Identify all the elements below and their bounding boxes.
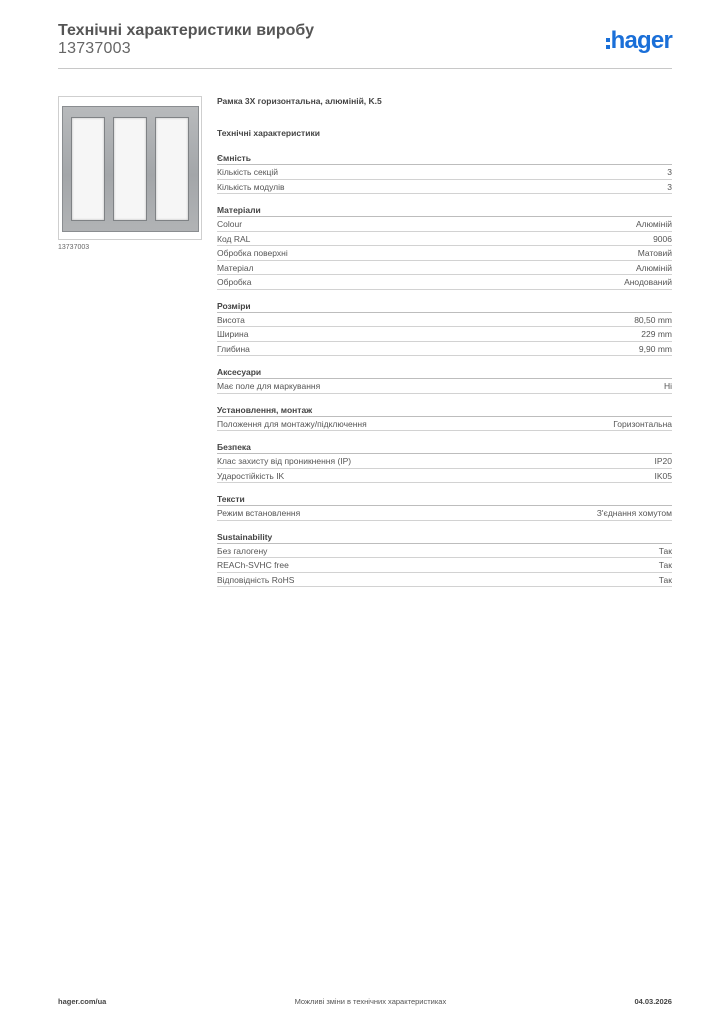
frame-window <box>113 117 147 221</box>
spec-row <box>217 232 672 247</box>
spec-section <box>217 153 672 194</box>
frame-plate-illustration <box>62 106 199 232</box>
spec-row <box>217 313 672 328</box>
hager-logo[interactable] <box>606 28 672 54</box>
spec-row <box>217 246 672 261</box>
spec-row <box>217 506 672 521</box>
spec-label: Ударостійкість IK <box>217 470 285 481</box>
spec-value: 3 <box>667 181 672 192</box>
spec-value: IK05 <box>654 470 672 481</box>
spec-value: Ні <box>663 381 672 391</box>
spec-label: Код RAL <box>217 233 251 244</box>
spec-content <box>217 96 672 587</box>
spec-row <box>217 261 672 276</box>
spec-row <box>217 573 672 588</box>
section-title: Установлення, монтаж <box>217 405 672 417</box>
spec-value: Алюміній <box>636 262 672 273</box>
spec-value: 9006 <box>653 233 672 244</box>
spec-label: Обробка поверхні <box>217 248 288 258</box>
spec-section <box>217 442 672 483</box>
image-caption: 13737003 <box>58 244 90 251</box>
spec-row <box>217 275 672 290</box>
spec-row <box>217 180 672 195</box>
spec-value: Так <box>658 560 672 570</box>
spec-row <box>217 165 672 180</box>
spec-label: Глибина <box>217 343 250 354</box>
spec-value: Так <box>658 574 672 585</box>
spec-value: Горизонтальна <box>613 418 672 429</box>
spec-row <box>217 469 672 484</box>
spec-row <box>217 217 672 232</box>
spec-sections <box>217 153 672 587</box>
spec-value: Так <box>658 545 672 556</box>
spec-row <box>217 454 672 469</box>
spec-section <box>217 532 672 588</box>
spec-value: 9,90 mm <box>638 343 672 354</box>
section-title: Ємність <box>217 153 672 165</box>
spec-row <box>217 558 672 573</box>
spec-label: Режим встановлення <box>217 508 301 518</box>
spec-row <box>217 327 672 342</box>
frame-window <box>155 117 189 221</box>
spec-label: Без галогену <box>217 545 268 556</box>
page-header <box>58 22 672 70</box>
header-divider <box>58 68 672 69</box>
footer-website-link[interactable]: hager.com/ua <box>58 997 107 1006</box>
spec-section <box>217 494 672 521</box>
spec-label: Має поле для маркування <box>217 381 321 391</box>
spec-value: IP20 <box>654 456 672 466</box>
spec-section <box>217 205 672 290</box>
page-footer <box>58 997 672 1006</box>
footer-date: 04.03.2026 <box>634 997 672 1006</box>
spec-label: Висота <box>217 314 245 325</box>
logo-text: hager <box>610 27 672 54</box>
logo-dots-icon <box>606 38 610 49</box>
spec-row <box>217 379 672 394</box>
section-title: Аксесуари <box>217 367 672 379</box>
section-title: Розміри <box>217 301 672 313</box>
section-title: Sustainability <box>217 532 672 544</box>
spec-label: Ширина <box>217 329 249 339</box>
spec-label: Відповідність RoHS <box>217 574 295 585</box>
spec-label: Обробка <box>217 277 252 287</box>
spec-value: Алюміній <box>636 219 672 229</box>
spec-label: Матеріал <box>217 262 254 273</box>
footer-disclaimer: Можливі зміни в технічних характеристиках <box>294 997 447 1006</box>
frame-window <box>71 117 105 221</box>
article-number: 13737003 <box>58 40 131 57</box>
spec-label: Кількість модулів <box>217 181 285 192</box>
spec-row <box>217 544 672 559</box>
spec-label: REACh-SVHC free <box>217 560 289 570</box>
spec-section <box>217 367 672 394</box>
spec-label: Клас захисту від проникнення (IP) <box>217 456 352 466</box>
spec-section <box>217 405 672 432</box>
page-title: Технічні характеристики виробу <box>58 22 314 39</box>
spec-label: Colour <box>217 219 243 229</box>
product-image <box>58 96 202 240</box>
spec-value: 3 <box>667 167 672 177</box>
spec-label: Кількість секцій <box>217 167 278 177</box>
section-title: Безпека <box>217 442 672 454</box>
spec-row <box>217 417 672 432</box>
section-title: Тексти <box>217 494 672 506</box>
spec-value: Анодований <box>624 277 672 287</box>
spec-value: 80,50 mm <box>634 314 672 325</box>
spec-row <box>217 342 672 357</box>
spec-value: З'єднання хомутом <box>596 508 672 518</box>
spec-heading: Технічні характеристики <box>217 128 320 138</box>
spec-value: 229 mm <box>641 329 672 339</box>
spec-label: Положення для монтажу/підключення <box>217 418 367 429</box>
spec-section <box>217 301 672 357</box>
spec-value: Матовий <box>637 248 672 258</box>
section-title: Матеріали <box>217 205 672 217</box>
product-name: Рамка 3Х горизонтальна, алюміній, K.5 <box>217 96 382 106</box>
